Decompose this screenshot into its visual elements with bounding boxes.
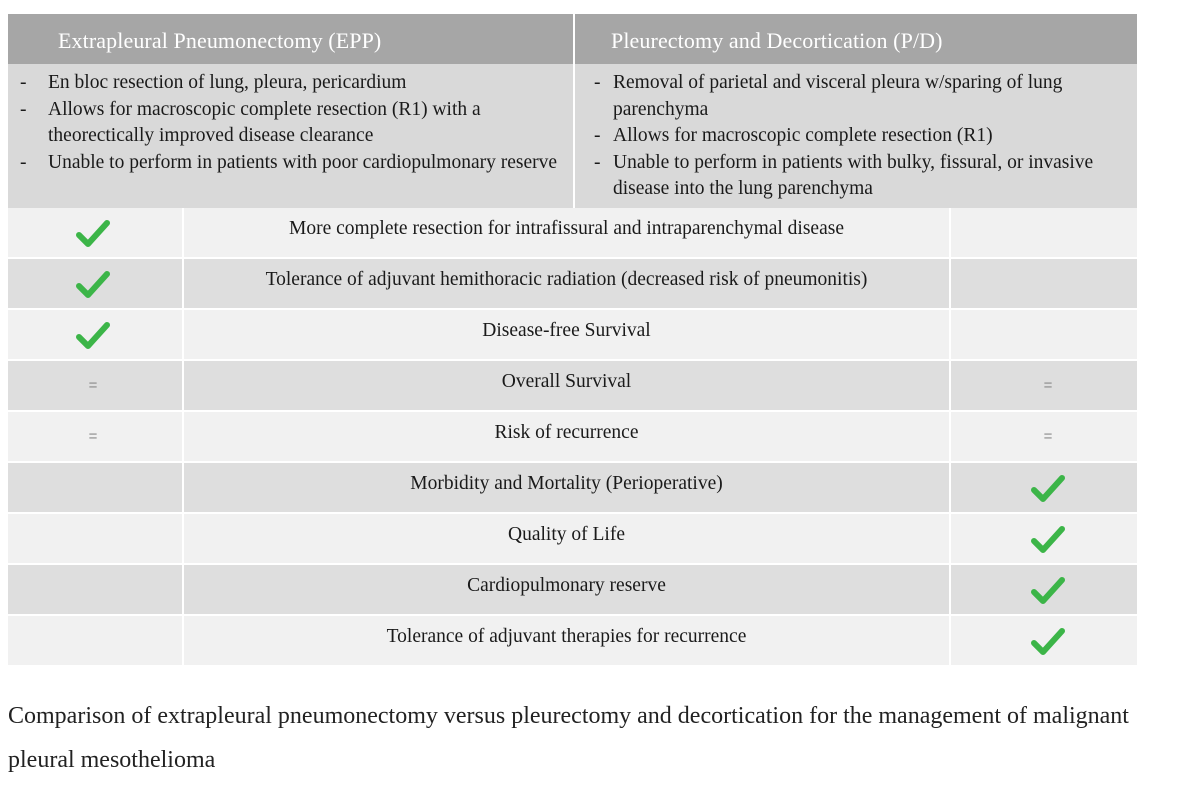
column-separator [182,616,184,667]
criterion-cell [184,514,949,563]
equal-sign: = [88,428,98,445]
check-icon [1031,575,1065,605]
epp-mark-cell [8,259,182,308]
column-separator [182,259,184,310]
column-separator [949,565,951,616]
description-row [8,64,1137,208]
column-separator [182,565,184,616]
column-separator [949,616,951,667]
check-icon [1031,473,1065,503]
table-row [8,514,1137,565]
table-row [8,361,1137,412]
pd-description-item: - Unable to perform in patients with bulky, fissural, or invasive disease into the lung parenchyma [575,150,1135,203]
pd-description-list [575,70,1135,203]
column-separator [949,259,951,310]
epp-description-item: - Unable to perform in patients with poor cardiopulmonary reserve [8,150,563,177]
criterion-cell [184,361,949,410]
column-separator [949,514,951,565]
epp-mark-cell [8,412,182,461]
criterion-cell [184,565,949,614]
column-separator [182,208,184,259]
epp-mark-cell [8,208,182,257]
epp-description-list [8,70,563,176]
pd-mark-cell [951,310,1137,359]
pd-mark-cell [951,616,1137,665]
criterion-cell [184,616,949,665]
column-separator [949,361,951,412]
column-separator [949,463,951,514]
criterion-label: Tolerance of adjuvant hemithoracic radiation (decreased risk of pneumonitis) [265,269,868,290]
equal-sign: = [1043,377,1053,394]
table-row [8,412,1137,463]
table-row [8,310,1137,361]
table-row [8,565,1137,616]
check-icon [76,269,110,299]
criterion-cell [184,412,949,461]
pd-mark-cell [951,259,1137,308]
column-separator [949,412,951,463]
criteria-rows [8,208,1137,667]
criterion-label: Cardiopulmonary reserve [467,575,666,596]
check-icon [76,218,110,248]
row-separator [8,665,1137,667]
equal-sign: = [88,377,98,394]
check-icon [1031,524,1065,554]
column-separator [949,310,951,361]
epp-mark-cell [8,310,182,359]
criterion-label: Quality of Life [508,524,625,545]
pd-description-item: - Removal of parietal and visceral pleura w/sparing of lung parenchyma [575,70,1135,123]
epp-mark-cell [8,361,182,410]
header-pd: Pleurectomy and Decortication (P/D) [611,28,943,53]
column-separator [182,412,184,463]
criterion-cell [184,310,949,359]
comparison-table [8,14,1137,664]
column-separator [182,463,184,514]
criterion-label: Tolerance of adjuvant therapies for recurrence [386,626,747,647]
check-icon [1031,626,1065,656]
epp-mark-cell [8,616,182,665]
criterion-label: Disease-free Survival [482,320,651,341]
criterion-cell [184,208,949,257]
epp-description-item: - En bloc resection of lung, pleura, pericardium [8,70,563,97]
pd-mark-cell [951,463,1137,512]
criterion-label: Risk of recurrence [494,422,639,443]
criterion-label: More complete resection for intrafissural and intraparenchymal disease [289,218,844,239]
pd-description-item: - Allows for macroscopic complete resection (R1) [575,123,1135,150]
column-separator [949,208,951,259]
pd-mark-cell [951,412,1137,461]
column-separator [182,514,184,565]
epp-mark-cell [8,565,182,614]
pd-mark-cell [951,361,1137,410]
pd-mark-cell [951,514,1137,563]
pd-mark-cell [951,208,1137,257]
criterion-label: Overall Survival [501,371,632,392]
equal-sign: = [1043,428,1053,445]
check-icon [76,320,110,350]
criterion-cell [184,259,949,308]
figure-caption: Comparison of extrapleural pneumonectomy versus pleurectomy and decortication for the management of malignant pleural mesothelioma [8,703,1129,773]
criterion-cell [184,463,949,512]
epp-mark-cell [8,514,182,563]
header-epp: Extrapleural Pneumonectomy (EPP) [58,28,382,53]
column-separator [182,310,184,361]
epp-mark-cell [8,463,182,512]
table-header [8,14,1137,64]
table-row [8,208,1137,259]
table-row [8,463,1137,514]
table-row [8,259,1137,310]
pd-mark-cell [951,565,1137,614]
epp-description-item: - Allows for macroscopic complete resection (R1) with a theorectically improved disease clearance [8,97,563,150]
criterion-label: Morbidity and Mortality (Perioperative) [410,473,723,494]
table-row [8,616,1137,667]
header-divider [573,14,575,64]
column-separator [182,361,184,412]
